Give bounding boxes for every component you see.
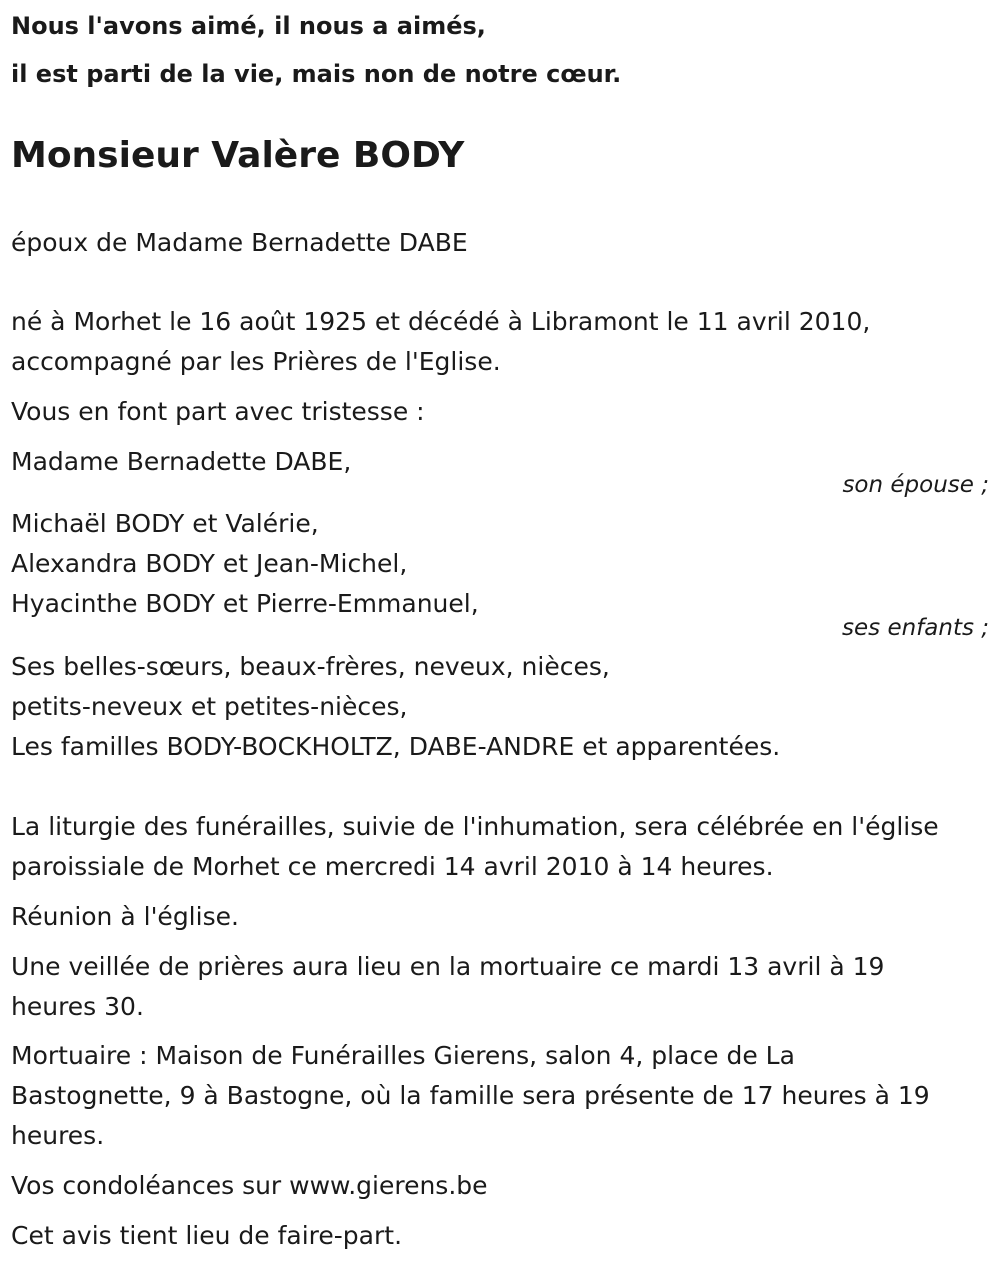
epitaph-line-1: Nous l'avons aimé, il nous a aimés, xyxy=(11,12,486,40)
children-role: ses enfants ; xyxy=(842,615,989,641)
relatives-line-3: Les familles BODY-BOCKHOLTZ, DABE-ANDRE et apparentées. xyxy=(11,732,781,761)
birth-death-line-2: accompagné par les Prières de l'Eglise. xyxy=(11,347,501,376)
child-2: Alexandra BODY et Jean-Michel, xyxy=(11,549,408,578)
child-3: Hyacinthe BODY et Pierre-Emmanuel, xyxy=(11,589,479,618)
spouse-line: époux de Madame Bernadette DABE xyxy=(11,228,468,257)
birth-death-line-1: né à Morhet le 16 août 1925 et décédé à Libramont le 11 avril 2010, xyxy=(11,307,871,336)
relatives-line-2: petits-neveux et petites-nièces, xyxy=(11,692,408,721)
family-intro: Vous en font part avec tristesse : xyxy=(11,397,425,426)
spouse-role: son épouse ; xyxy=(842,472,989,498)
liturgy-line-2: paroissiale de Morhet ce mercredi 14 avril 2010 à 14 heures. xyxy=(11,852,774,881)
mortuary-line-3: heures. xyxy=(11,1121,105,1150)
meeting-line: Réunion à l'église. xyxy=(11,902,239,931)
deceased-name: Monsieur Valère BODY xyxy=(11,135,465,176)
vigil-line-2: heures 30. xyxy=(11,992,144,1021)
condolences-line: Vos condoléances sur www.gierens.be xyxy=(11,1171,488,1200)
mortuary-line-2: Bastognette, 9 à Bastogne, où la famille sera présente de 17 heures à 19 xyxy=(11,1081,930,1110)
family-spouse: Madame Bernadette DABE, xyxy=(11,447,352,476)
relatives-line-1: Ses belles-sœurs, beaux-frères, neveux, nièces, xyxy=(11,652,610,681)
notice-line: Cet avis tient lieu de faire-part. xyxy=(11,1221,403,1250)
liturgy-line-1: La liturgie des funérailles, suivie de l'inhumation, sera célébrée en l'église xyxy=(11,812,939,841)
child-1: Michaël BODY et Valérie, xyxy=(11,509,319,538)
vigil-line-1: Une veillée de prières aura lieu en la mortuaire ce mardi 13 avril à 19 xyxy=(11,952,885,981)
epitaph-line-2: il est parti de la vie, mais non de notre cœur. xyxy=(11,60,622,88)
mortuary-line-1: Mortuaire : Maison de Funérailles Gierens, salon 4, place de La xyxy=(11,1041,795,1070)
